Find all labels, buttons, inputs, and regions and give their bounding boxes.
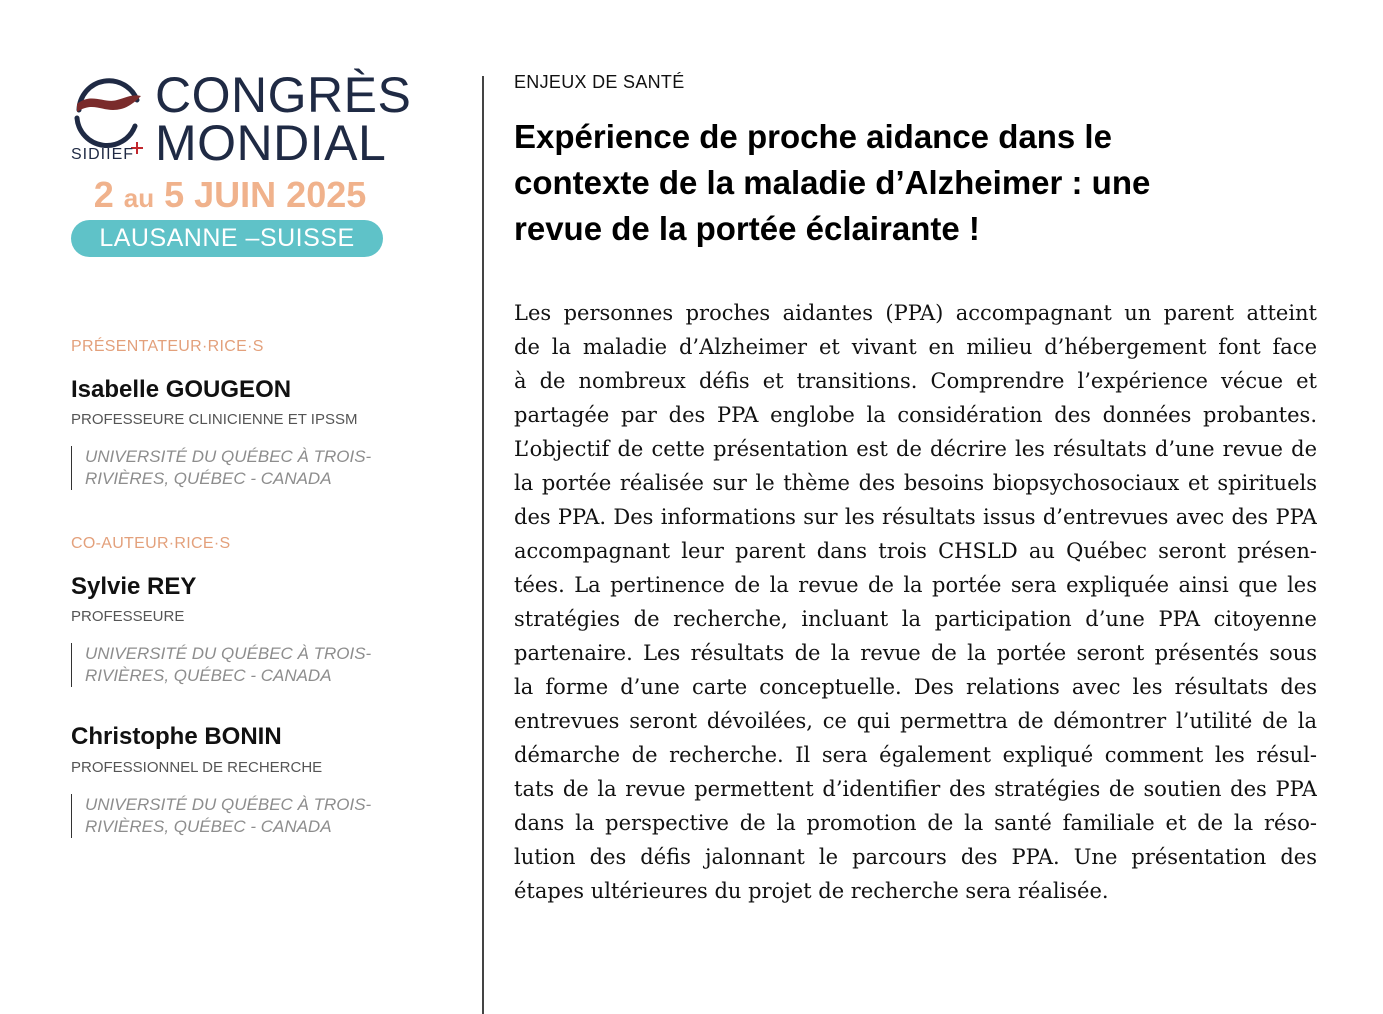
affiliation-line: UNIVERSITÉ DU QUÉBEC À TROIS- (85, 644, 372, 663)
abstract-line: stratégies de recherche, incluant la participation d’une PPA citoyenne (514, 607, 1317, 631)
affiliation-line: RIVIÈRES, QUÉBEC - CANADA (85, 817, 332, 836)
affiliation-line: UNIVERSITÉ DU QUÉBEC À TROIS- (85, 447, 372, 466)
sidebar (71, 0, 412, 1014)
presenter-title: PROFESSEURE CLINICIENNE ET IPSSM (71, 411, 358, 428)
logo-mondial: MONDIAL (155, 115, 387, 171)
coauthor-name: Christophe BONIN (71, 723, 282, 750)
coauthor-affiliation (71, 643, 385, 687)
article-rubric: ENJEUX DE SANTÉ (514, 72, 685, 92)
abstract-line: la portée réalisée sur le thème des besoins biopsychosociaux et spirituels (514, 471, 1317, 495)
coauthor-title: PROFESSIONNEL DE RECHERCHE (71, 759, 323, 776)
title-line: contexte de la maladie d’Alzheimer : une (514, 164, 1151, 201)
article-abstract (514, 296, 1317, 908)
abstract-line: partagée par des PPA englobe la considération des données probantes. (514, 403, 1317, 427)
title-line: Expérience de proche aidance dans le (514, 118, 1112, 155)
abstract-line: de la maladie d’Alzheimer et vivant en milieu d’hébergement font face (514, 335, 1317, 359)
logo-congres: CONGRÈS (155, 67, 412, 123)
dates-end: 5 JUIN 2025 (164, 174, 367, 215)
presenter-affiliation (71, 446, 385, 490)
abstract-line: tats de la revue permettent d’identifier des stratégies de soutien des PPA (514, 777, 1317, 801)
abstract-line: L’objectif de cette présentation est de décrire les résultats d’une revue de (514, 437, 1317, 461)
event-location-badge: LAUSANNE –SUISSE (71, 220, 383, 257)
abstract-line: la forme d’une carte conceptuelle. Des relations avec les résultats des (514, 675, 1317, 699)
title-line: revue de la portée éclairante ! (514, 210, 980, 247)
dates-au: au (123, 183, 155, 213)
dates-start: 2 (93, 174, 114, 215)
presenters-label: PRÉSENTATEUR·RICE·S (71, 338, 264, 355)
presenter-name: Isabelle GOUGEON (71, 376, 292, 403)
logo-org-name: SIDIIEF (71, 146, 135, 163)
abstract-line: dans la perspective de la promotion de la santé familiale et de la réso- (514, 811, 1317, 835)
abstract-line: accompagnant leur parent dans trois CHSLD au Québec seront présen- (514, 539, 1317, 563)
abstract-line: des PPA. Des informations sur les résultats issus d’entrevues avec des PPA (514, 505, 1317, 529)
abstract-line: à de nombreux défis et transitions. Comprendre l’expérience vécue et (514, 369, 1317, 393)
abstract-line: Les personnes proches aidantes (PPA) accompagnant un parent atteint (514, 301, 1317, 325)
affiliation-line: UNIVERSITÉ DU QUÉBEC À TROIS- (85, 795, 372, 814)
abstract-line: étapes ultérieures du projet de recherche sera réalisée. (514, 879, 1109, 903)
event-dates (77, 174, 383, 219)
coauthor-title: PROFESSEURE (71, 608, 185, 625)
coauthors-label: CO-AUTEUR·RICE·S (71, 535, 231, 552)
column-divider (482, 76, 484, 1014)
article-title (514, 114, 1317, 252)
coauthor-name: Sylvie REY (71, 573, 197, 600)
abstract-line: partenaire. Les résultats de la revue de la portée seront présentés sous (514, 641, 1317, 665)
abstract-line: entrevues seront dévoilées, ce qui permettra de démontrer l’utilité de la (514, 709, 1317, 733)
coauthor-affiliation (71, 794, 385, 838)
affiliation-line: RIVIÈRES, QUÉBEC - CANADA (85, 469, 332, 488)
affiliation-line: RIVIÈRES, QUÉBEC - CANADA (85, 666, 332, 685)
abstract-line: tées. La pertinence de la revue de la portée sera expliquée ainsi que les (514, 573, 1317, 597)
abstract-line: lution des défis jalonnant le parcours des PPA. Une présentation des (514, 845, 1317, 869)
abstract-line: démarche de recherche. Il sera également expliqué comment les résul- (514, 743, 1317, 767)
